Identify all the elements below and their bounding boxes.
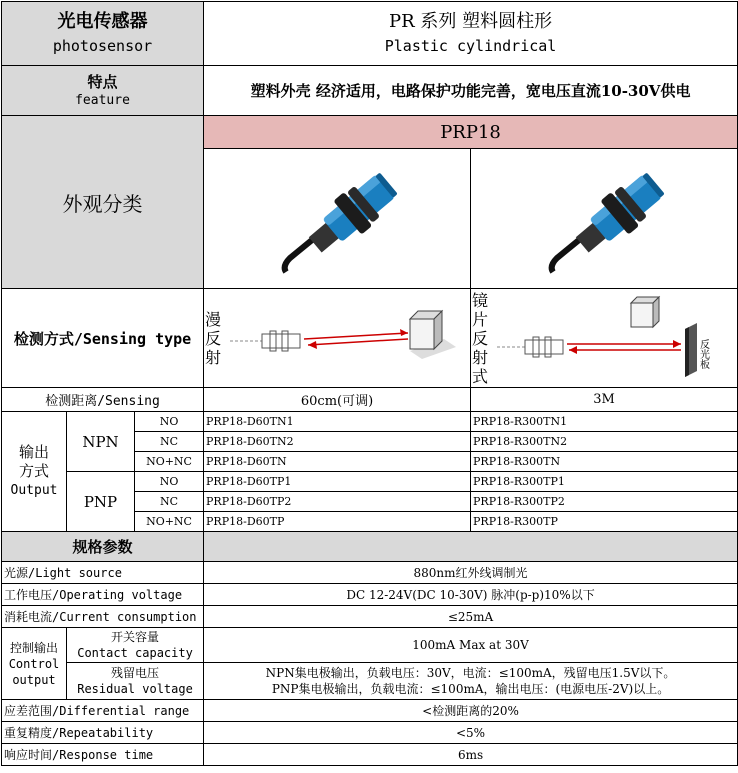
output-mode: NO+NC (135, 512, 204, 532)
cylindrical-sensor-icon (242, 154, 432, 284)
output-label-cn: 输出方式 (18, 442, 49, 480)
specs-title-fill (204, 532, 738, 562)
residual-voltage-en: Residual voltage (77, 682, 193, 696)
model-code: PRP18-R300TN2 (471, 432, 738, 452)
sensing-diffuse-label: 漫反射 (205, 309, 222, 367)
light-source-value: 880nm红外线调制光 (204, 562, 738, 584)
model-code: PRP18-R300TP (471, 512, 738, 532)
residual-voltage-npn: NPN集电极输出，负载电压：30V，电流：≤100mA，残留电压1.5V以下。 (265, 666, 676, 680)
model-code: PRP18-D60TP (204, 512, 471, 532)
output-mode: NO+NC (135, 452, 204, 472)
series-title-en: Plastic cylindrical (384, 36, 557, 55)
header-title-cn: 光电传感器 (57, 10, 148, 32)
residual-voltage-pnp: PNP集电极输出，负载电流：≤100mA，输出电压：(电源电压-2V)以上。 (271, 682, 670, 696)
feature-label (2, 66, 204, 116)
output-mode: NO (135, 412, 204, 432)
sensing-distance-retro: 3M (471, 388, 738, 412)
contact-capacity-label (67, 628, 204, 663)
pnp-label: PNP (67, 472, 135, 532)
feature-text: 塑料外壳 经济适用，电路保护功能完善，宽电压直流10-30V供电 (204, 66, 738, 116)
header-right (204, 2, 738, 66)
sensor-photo-retro (471, 149, 738, 289)
feature-label-en: feature (75, 92, 130, 108)
model-code: PRP18-D60TN1 (204, 412, 471, 432)
operating-voltage-value: DC 12-24V(DC 10-30V) 脉冲(p-p)10%以下 (204, 584, 738, 606)
cylindrical-sensor-icon (509, 154, 699, 284)
repeatability-label: 重复精度/Repeatability (2, 722, 204, 744)
control-output-cn: 控制输出 (9, 640, 58, 655)
model-code: PRP18-R300TP2 (471, 492, 738, 512)
sensor-photo-diffuse (204, 149, 471, 289)
sensing-type-label: 检测方式/Sensing type (2, 289, 204, 388)
sensing-distance-label: 检测距离/Sensing (2, 388, 204, 412)
model-code: PRP18-R300TP1 (471, 472, 738, 492)
response-time-label: 响应时间/Response time (2, 744, 204, 766)
model-code: PRP18-D60TP2 (204, 492, 471, 512)
output-label-en: Output (10, 482, 58, 498)
spec-table (1, 1, 738, 766)
operating-voltage-label: 工作电压/Operating voltage (2, 584, 204, 606)
reflector-label: 反光板 (697, 339, 709, 369)
npn-label: NPN (67, 412, 135, 472)
sensing-distance-diffuse: 60cm(可调) (204, 388, 471, 412)
current-consumption-label: 消耗电流/Current consumption (2, 606, 204, 628)
residual-voltage-cn: 残留电压 (111, 666, 160, 680)
sensing-retro-label: 镜片反射式 (472, 290, 489, 386)
repeatability-value: <5% (204, 722, 738, 744)
current-consumption-value: ≤25mA (204, 606, 738, 628)
model-code: PRP18-D60TN2 (204, 432, 471, 452)
differential-range-value: <检测距离的20% (204, 700, 738, 722)
specs-title: 规格参数 (2, 532, 204, 562)
residual-voltage-label (67, 663, 204, 700)
retro-reflection-diagram (489, 293, 725, 383)
series-title-cn: PR 系列 塑料圆柱形 (388, 10, 553, 32)
differential-range-label: 应差范围/Differential range (2, 700, 204, 722)
model-code: PRP18-R300TN (471, 452, 738, 472)
header-title-en: photosensor (52, 36, 153, 55)
model-name: PRP18 (204, 116, 738, 149)
residual-voltage-value (204, 663, 738, 700)
output-mode: NC (135, 492, 204, 512)
contact-capacity-en: Contact capacity (77, 646, 193, 660)
header-left (2, 2, 204, 66)
output-mode: NO (135, 472, 204, 492)
control-output-label (2, 628, 67, 700)
sensing-diffuse-cell (204, 289, 471, 388)
model-code: PRP18-R300TN1 (471, 412, 738, 432)
feature-label-cn: 特点 (87, 72, 118, 91)
contact-capacity-value: 100mA Max at 30V (204, 628, 738, 663)
contact-capacity-cn: 开关容量 (111, 630, 160, 644)
sensing-retro-cell (471, 289, 738, 388)
control-output-en1: Control (8, 656, 60, 671)
light-source-label: 光源/Light source (2, 562, 204, 584)
model-code: PRP18-D60TP1 (204, 472, 471, 492)
appearance-label: 外观分类 (2, 116, 204, 289)
model-code: PRP18-D60TN (204, 452, 471, 472)
diffuse-reflection-diagram (222, 303, 462, 373)
control-output-en2: output (12, 672, 56, 687)
output-label (2, 412, 67, 532)
response-time-value: 6ms (204, 744, 738, 766)
output-mode: NC (135, 432, 204, 452)
